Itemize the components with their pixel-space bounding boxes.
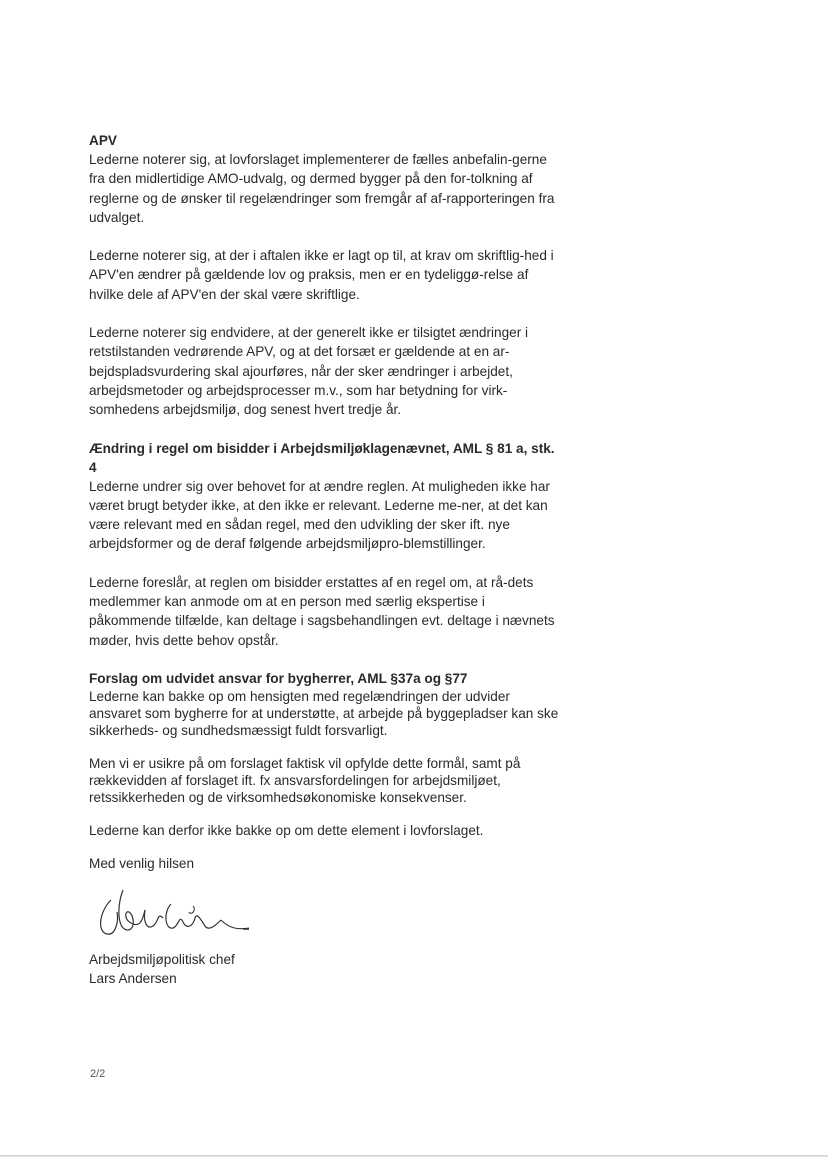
scan-edge-divider: [0, 1155, 828, 1157]
paragraph: Lederne noterer sig, at der i aftalen ikke er lagt op til, at krav om skriftlig-hed i APV'en ændrer på gældende lov og praksis, men er en tydeliggø-relse af hvilke dele af APV'en der skal være skriftlige.: [89, 248, 554, 302]
signatory-name: Lars Andersen: [89, 970, 177, 986]
section-heading-bygherrer: Forslag om udvidet ansvar for bygherrer, AML §37a og §77: [89, 670, 468, 686]
paragraph: Lederne kan derfor ikke bakke op om dette element i lovforslaget.: [89, 822, 484, 838]
paragraph: Lederne undrer sig over behovet for at ændre reglen. At muligheden ikke har været brugt betyder ikke, at den ikke er relevant. Lederne me-ner, at det kan være relevant med en sådan regel, med den udvikling der sker ift. nye arbejdsformer og de deraf følgende arbejdsmiljøpro-blemstillinger.: [89, 478, 550, 552]
section-heading-apv: APV: [89, 133, 117, 148]
paragraph: Lederne kan bakke op om hensigten med regelændringen der udvider ansvaret som bygherre for at understøtte, at arbejde på byggepladser kan ske sikkerheds- og sundhedsmæssigt fuldt forsvarligt.: [89, 688, 559, 738]
signatory-title: Arbejdsmiljøpolitisk chef: [89, 951, 235, 967]
signature-icon: [93, 882, 253, 948]
closing-greeting: Med venlig hilsen: [89, 855, 195, 871]
handwritten-signature: [89, 882, 259, 950]
section-heading-bisidder: Ændring i regel om bisidder i Arbejdsmiljøklagenævnet, AML § 81 a, stk. 4: [89, 440, 555, 475]
paragraph: Lederne noterer sig endvidere, at der generelt ikke er tilsigtet ændringer i retstilstanden vedrørende APV, og at det forsæt er gældende at en ar-bejdspladsvurdering skal ajourføres, når der sker ændringer i arbejdet, arbejdsmetoder og arbejdsprocesser m.v., som har betydning for virk-somhedens arbejdsmiljø, dog senest hvert tredje år.: [89, 325, 529, 418]
paragraph: Men vi er usikre på om forslaget faktisk vil opfylde dette formål, samt på rækkevidden af forslaget ift. fx ansvarsfordelingen for arbejdsmiljøet, retssikkerheden og de virksomhedsøkonomiske konsekvenser.: [89, 755, 521, 805]
paragraph: Lederne foreslår, at reglen om bisidder erstattes af en regel om, at rå-dets medlemmer kan anmode om at en person med særlig ekspertise i påkommende tilfælde, kan deltage i sagsbehandlingen evt. deltage i nævnets møder, hvis dette behov opstår.: [89, 574, 555, 648]
page-number: 2/2: [90, 1068, 106, 1080]
letter-body: [89, 131, 559, 988]
paragraph: Lederne noterer sig, at lovforslaget implementerer de fælles anbefalin-gerne fra den midlertidige AMO-udvalg, og dermed bygger på den for-tolkning af reglerne og de ønsker til regelændringer som fremgår af af-rapporteringen fra udvalget.: [89, 152, 555, 225]
